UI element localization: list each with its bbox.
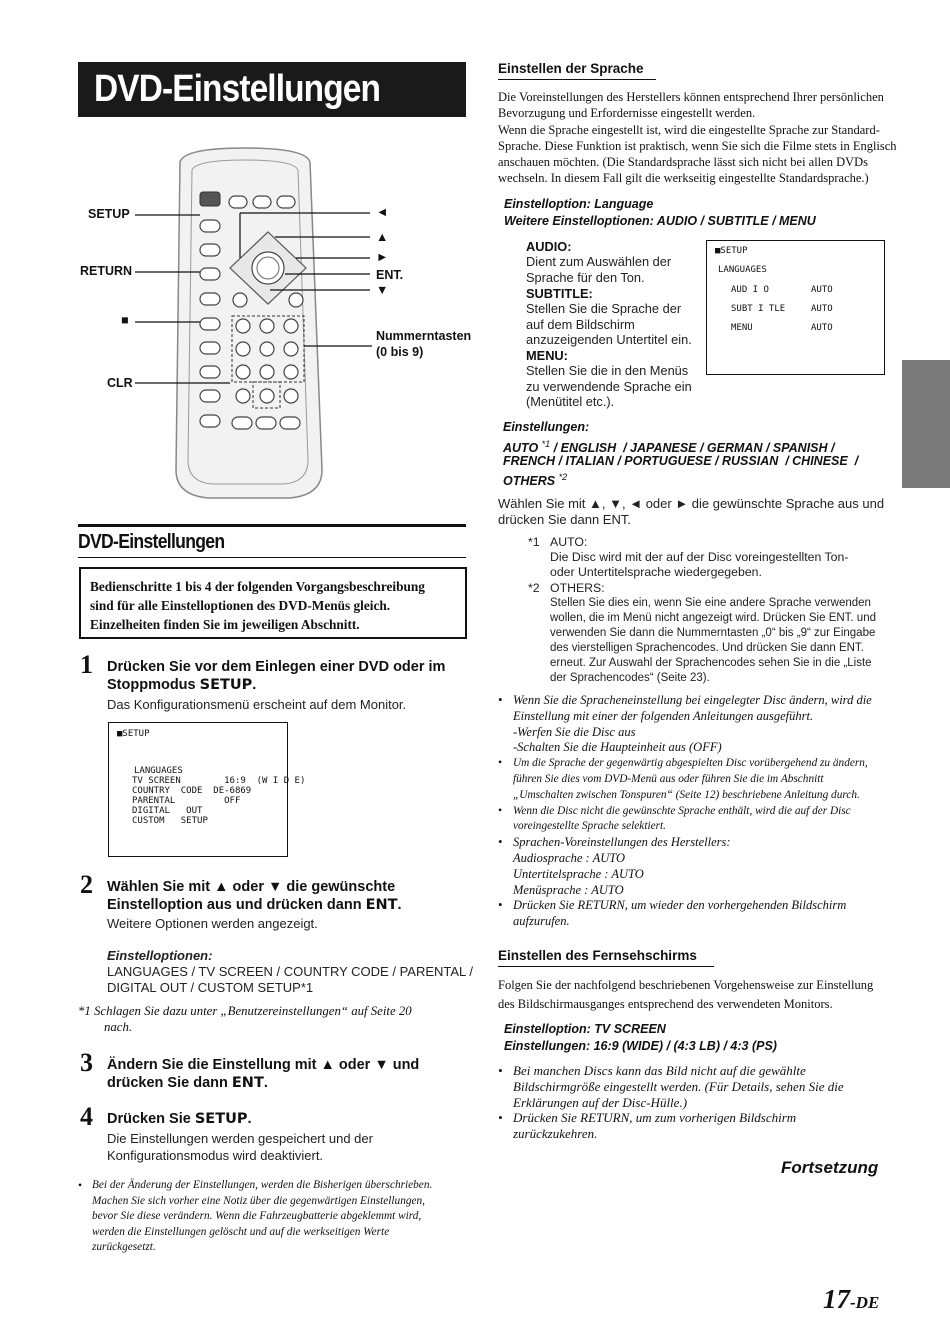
tv-screen-heading: Einstellen des Fernsehschirms xyxy=(498,948,697,963)
languages-menu-title: LANGUAGES xyxy=(718,265,767,275)
section-rule-top xyxy=(78,524,466,527)
settings-line-3: OTHERS $^{*2}$ xyxy=(503,472,568,489)
tv-screen-settings: Einstellungen: 16:9 (WIDE) / (4:3 LB) / 4:3 (PS) xyxy=(504,1039,777,1053)
note-1-mark: *1 xyxy=(528,535,540,549)
setup-menu-custom-setup: CUSTOM SETUP xyxy=(132,816,208,826)
languages-menu-screen xyxy=(706,240,885,375)
note-1-body: Die Disc wird mit der auf der Disc voreingestellten Ton- oder Untertitelsprache wiedergegeben. xyxy=(550,550,849,579)
note-2-title: OTHERS: xyxy=(550,581,605,595)
left-bullet-note: Bei der Änderung der Einstellungen, werden die Bisherigen überschrieben. Machen Sie sich vorher eine Notiz über die gegenwärtigen Einstellungen, bevor Sie diese verändern. Wenn die Fahrzeugbatterie abgeklemmt wird, werden die Einstellungen gelöscht und auf die werkseitigen Werte zurückgesetzt. xyxy=(92,1179,433,1253)
languages-menu-header: ■SETUP xyxy=(715,246,748,256)
settings-line-1: AUTO $^{*1}$ / ENGLISH / JAPANESE / GERMAN / SPANISH / xyxy=(503,439,835,456)
step-4-heading: Drücken Sie SETUP. xyxy=(107,1111,252,1127)
step-2-options-label: Einstelloptionen: xyxy=(107,948,213,963)
label-ent: ENT. xyxy=(376,268,404,282)
step-2-body: Weitere Optionen werden angezeigt. xyxy=(107,916,318,931)
label-numkeys-range: (0 bis 9) xyxy=(376,345,424,359)
label-return: RETURN xyxy=(80,264,133,278)
step-1-body: Das Konfigurationsmenü erscheint auf dem Monitor. xyxy=(107,697,407,712)
note-1-title: AUTO: xyxy=(550,535,588,549)
tv-screen-option: Einstelloption: TV SCREEN xyxy=(504,1022,666,1036)
label-up-arrow: ▲ xyxy=(376,230,389,244)
tv-screen-bullets xyxy=(498,1063,898,1142)
info-box-line-3: Einzelheiten finden Sie im jeweiligen Abschnitt. xyxy=(90,617,360,632)
select-instruction-1: Wählen Sie mit ▲, ▼, ◄ oder ► die gewünschte Sprache aus und xyxy=(498,496,885,511)
menu-heading: MENU: xyxy=(526,348,568,363)
subtitle-body: Stellen Sie die Sprache der auf dem Bildschirm anzuzeigenden Untertitel ein. xyxy=(526,301,692,347)
tv-bullet-2: • Drücken Sie RETURN, um zum vorherigen Bildschirm zurückzukehren. xyxy=(498,1110,797,1142)
info-box xyxy=(79,567,467,639)
label-down-arrow: ▼ xyxy=(376,283,389,297)
footnote-1-line-1: *1 Schlagen Sie dazu unter „Benutzereinstellungen“ auf Seite 20 xyxy=(78,1004,412,1018)
tv-screen-heading-underline xyxy=(498,966,714,967)
label-numkeys: Nummerntasten xyxy=(376,329,472,343)
note-2-mark: *2 xyxy=(528,581,540,595)
setup-menu-tv-screen: TV SCREEN 16:9 (W I D E) xyxy=(132,776,306,786)
step-2-options-line-2: DIGITAL OUT / CUSTOM SETUP*1 xyxy=(107,980,314,995)
page-number: 17-DE xyxy=(823,1284,880,1314)
menu-body: Stellen Sie die in den Menüs zu verwendende Sprache ein (Menütitel etc.). xyxy=(526,363,692,409)
languages-menu-subtitle: SUBT I TLE xyxy=(731,304,786,314)
languages-menu-menu: MENU xyxy=(731,323,753,333)
languages-menu-audio-value: AUTO xyxy=(811,285,833,295)
note-2-body: Stellen Sie dies ein, wenn Sie eine andere Sprache verwenden wollen, die im Menü nicht angezeigt wird. Drücken Sie ENT. und verwenden Sie dann die Nummerntasten „0“ bis „9“ zur Eingabe des vierstelligen Sprachencodes. Und drücken Sie dann ENT. erneut. Zur Auswahl der Sprachencodes sehen Sie in die „Liste der Sprachencodes“ (Seite 23). xyxy=(550,597,876,684)
language-suboptions-line: Weitere Einstelloptionen: AUDIO / SUBTITLE / MENU xyxy=(504,214,816,228)
section-rule-bottom xyxy=(78,557,466,558)
language-heading-underline xyxy=(498,79,656,80)
label-left-arrow: ◄ xyxy=(376,205,389,219)
languages-menu-menu-value: AUTO xyxy=(811,323,833,333)
info-box-line-1: Bedienschritte 1 bis 4 der folgenden Vorgangsbeschreibung xyxy=(90,579,425,594)
audio-body: Dient zum Auswählen der Sprache für den Ton. xyxy=(526,254,672,285)
step-2-number: 2 xyxy=(80,870,93,899)
language-bullet-1: • Wenn Sie die Spracheneinstellung bei eingelegter Disc ändern, wird die Einstellung mit einer der folgenden Anleitungen ausgeführt. -Werfen Sie die Disc aus -Schalten Sie die Haupteinheit aus (OFF) xyxy=(498,693,872,755)
language-heading: Einstellen der Sprache xyxy=(498,61,644,76)
step-3-number: 3 xyxy=(80,1048,93,1077)
step-3-heading-2: drücken Sie dann ENT. xyxy=(107,1075,268,1091)
label-clr: CLR xyxy=(107,376,133,390)
language-bullet-2: • Um die Sprache der gegenwärtig abgespielten Disc vorübergehend zu ändern, führen Sie dies vom DVD-Menü aus oder führen Sie die im Abschnitt „Umschalten zwischen Tonspuren“ (Seite 12) beschriebene Anleitung durch. xyxy=(498,757,868,801)
section-title: DVD-Einstellungen xyxy=(78,531,225,553)
language-bullet-4: • Sprachen-Voreinstellungen des Herstellers: Audiosprache : AUTO Untertitelsprache : AUTO Menüsprache : AUTO xyxy=(498,835,731,897)
page-title-bar xyxy=(78,62,466,117)
setup-menu-digital-out: DIGITAL OUT xyxy=(132,806,203,816)
language-bullet-5: • Drücken Sie RETURN, um wieder den vorhergehenden Bildschirm aufzurufen. xyxy=(498,898,847,929)
subtitle-heading: SUBTITLE: xyxy=(526,286,593,301)
setup-menu-parental: PARENTAL OFF xyxy=(132,796,241,806)
step-2-options-line-1: LANGUAGES / TV SCREEN / COUNTRY CODE / PARENTAL / xyxy=(107,964,474,979)
language-bullet-3: • Wenn die Disc nicht die gewünschte Sprache enthält, wird die auf der Disc voreingestellte Sprache selektiert. xyxy=(498,804,851,833)
page-title: DVD-Einstellungen xyxy=(94,68,381,110)
step-4-number: 4 xyxy=(80,1102,93,1131)
setup-menu-country-code: COUNTRY CODE DE-6869 xyxy=(132,786,252,796)
language-bullets xyxy=(498,693,898,930)
settings-line-2: FRENCH / ITALIAN / PORTUGUESE / RUSSIAN / CHINESE / xyxy=(503,454,859,468)
continuation-note: Fortsetzung xyxy=(781,1158,879,1177)
step-3-heading-1: Ändern Sie die Einstellung mit ▲ oder ▼ und xyxy=(107,1057,420,1073)
languages-menu-subtitle-value: AUTO xyxy=(811,304,833,314)
label-stop: ■ xyxy=(121,313,129,327)
setup-menu-screen xyxy=(108,722,306,857)
footnote-1-line-2: nach. xyxy=(104,1020,133,1034)
tv-bullet-1: • Bei manchen Discs kann das Bild nicht auf die gewählte Bildschirmgröße eingestellt werden. (Für Details, sehen Sie die Erklärungen auf der Disc-Hülle.) xyxy=(498,1063,844,1110)
language-intro: Die Voreinstellungen des Herstellers können entsprechend Ihrer persönlichen Bevorzugung und Erfordernisse eingestellt werden. Wenn die Sprache eingestellt ist, wird die eingestellte Sprache zur Standard- Sprache. Diese Funktion ist praktisch, wenn Sie sich die Filme stets in Englisch anschauen möchten. (Die Standardsprache lässt sich nicht bei allen DVDs wechseln. In diesem Fall gilt die werkseitig eingestellte Standardsprache.) xyxy=(498,90,897,186)
tv-screen-intro: Folgen Sie der nachfolgend beschriebenen Vorgehensweise zur Einstellung des Bildschirmausganges entsprechend des verwendeten Monitors. xyxy=(498,978,874,1011)
step-1-number: 1 xyxy=(80,650,93,679)
setup-menu-header: ■SETUP xyxy=(117,729,150,739)
label-setup: SETUP xyxy=(88,207,130,221)
audio-heading: AUDIO: xyxy=(526,239,572,254)
step-4-body-1: Die Einstellungen werden gespeichert und der xyxy=(107,1131,373,1146)
step-2-heading-2: Einstelloption aus und drücken dann ENT. xyxy=(107,897,402,913)
info-box-line-2: sind für alle Einstelloptionen des DVD-Menüs gleich. xyxy=(90,598,391,613)
label-right-arrow: ► xyxy=(376,250,389,264)
step-2-heading-1: Wählen Sie mit ▲ oder ▼ die gewünschte xyxy=(107,879,396,895)
step-1-heading-1: Drücken Sie vor dem Einlegen einer DVD oder im xyxy=(107,659,446,675)
section-tab-marker xyxy=(902,360,950,488)
select-instruction-2: drücken Sie dann ENT. xyxy=(498,512,631,527)
language-option-line: Einstelloption: Language xyxy=(504,197,654,211)
languages-menu-audio: AUD I O xyxy=(731,285,769,295)
left-bullet-mark: • xyxy=(78,1180,83,1192)
step-1-heading-2: Stoppmodus SETUP. xyxy=(107,677,257,693)
step-4-body-2: Konfigurationsmodus wird deaktiviert. xyxy=(107,1148,324,1163)
setup-menu-languages: LANGUAGES xyxy=(134,766,183,776)
settings-label: Einstellungen: xyxy=(503,420,590,434)
